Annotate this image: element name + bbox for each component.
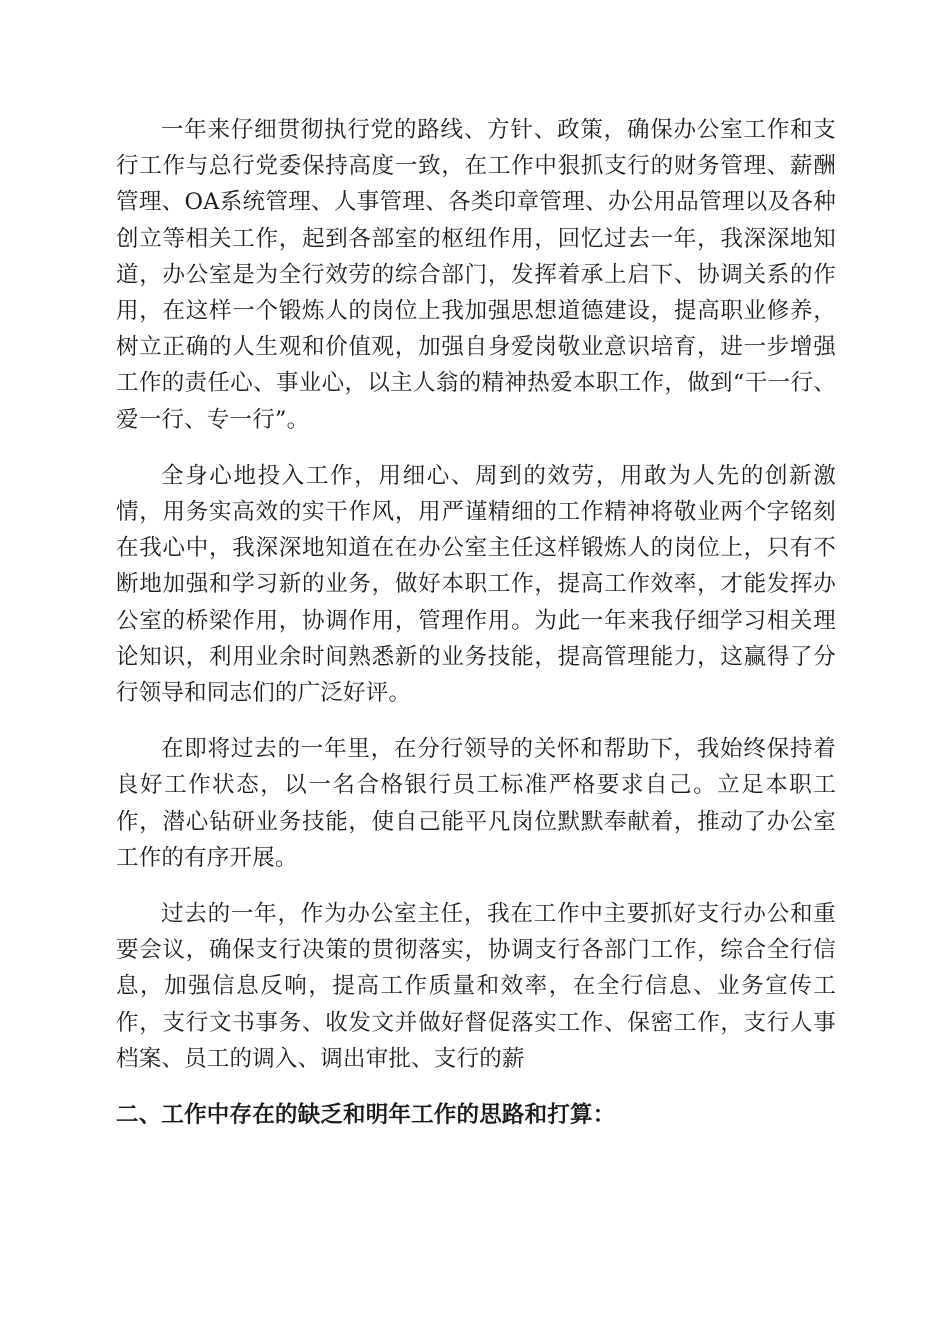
document-body	[116, 112, 836, 1133]
paragraph-4: 过去的一年，作为办公室主任，我在工作中主要抓好支行办公和重要会议，确保支行决策的贯彻落实，协调支行各部门工作，综合全行信息，加强信息反响，提高工作质量和效率，在全行信息、业务宣传工作，支行文书事务、收发文并做好督促落实工作、保密工作，支行人事档案、员工的调入、调出审批、支行的薪	[116, 901, 836, 1072]
section-heading: 二、工作中存在的缺乏和明年工作的思路和打算：	[116, 1102, 616, 1129]
paragraph-2: 全身心地投入工作，用细心、周到的效劳，用敢为人先的创新激情，用务实高效的实干作风，用严谨精细的工作精神将敬业两个字铭刻在我心中，我深深地知道在在办公室主任这样锻炼人的岗位上，只有不断地加强和学习新的业务，做好本职工作，提高工作效率，才能发挥办公室的桥梁作用，协调作用，管理作用。为此一年来我仔细学习相关理论知识，利用业余时间熟悉新的业务技能，提高管理能力，这赢得了分行领导和同志们的广泛好评。	[116, 462, 836, 707]
paragraph-3: 在即将过去的一年里，在分行领导的关怀和帮助下，我始终保持着良好工作状态，以一名合格银行员工标准严格要求自己。立足本职工作，潜心钻研业务技能，使自己能平凡岗位默默奉献着，推动了办公室工作的有序开展。	[116, 736, 836, 871]
paragraph-1: 一年来仔细贯彻执行党的路线、方针、政策，确保办公室工作和支行工作与总行党委保持高度一致，在工作中狠抓支行的财务管理、薪酬管理、OA系统管理、人事管理、各类印章管理、办公用品管理以及各种创立等相关工作，起到各部室的枢纽作用，回忆过去一年，我深深地知道，办公室是为全行效劳的综合部门，发挥着承上启下、协调关系的作用，在这样一个锻炼人的岗位上我加强思想道德建设，提高职业修养，树立正确的人生观和价值观，加强自身爱岗敬业意识培育，进一步增强工作的责任心、事业心，以主人翁的精神热爱本职工作，做到“干一行、爱一行、专一行”。	[116, 117, 836, 433]
